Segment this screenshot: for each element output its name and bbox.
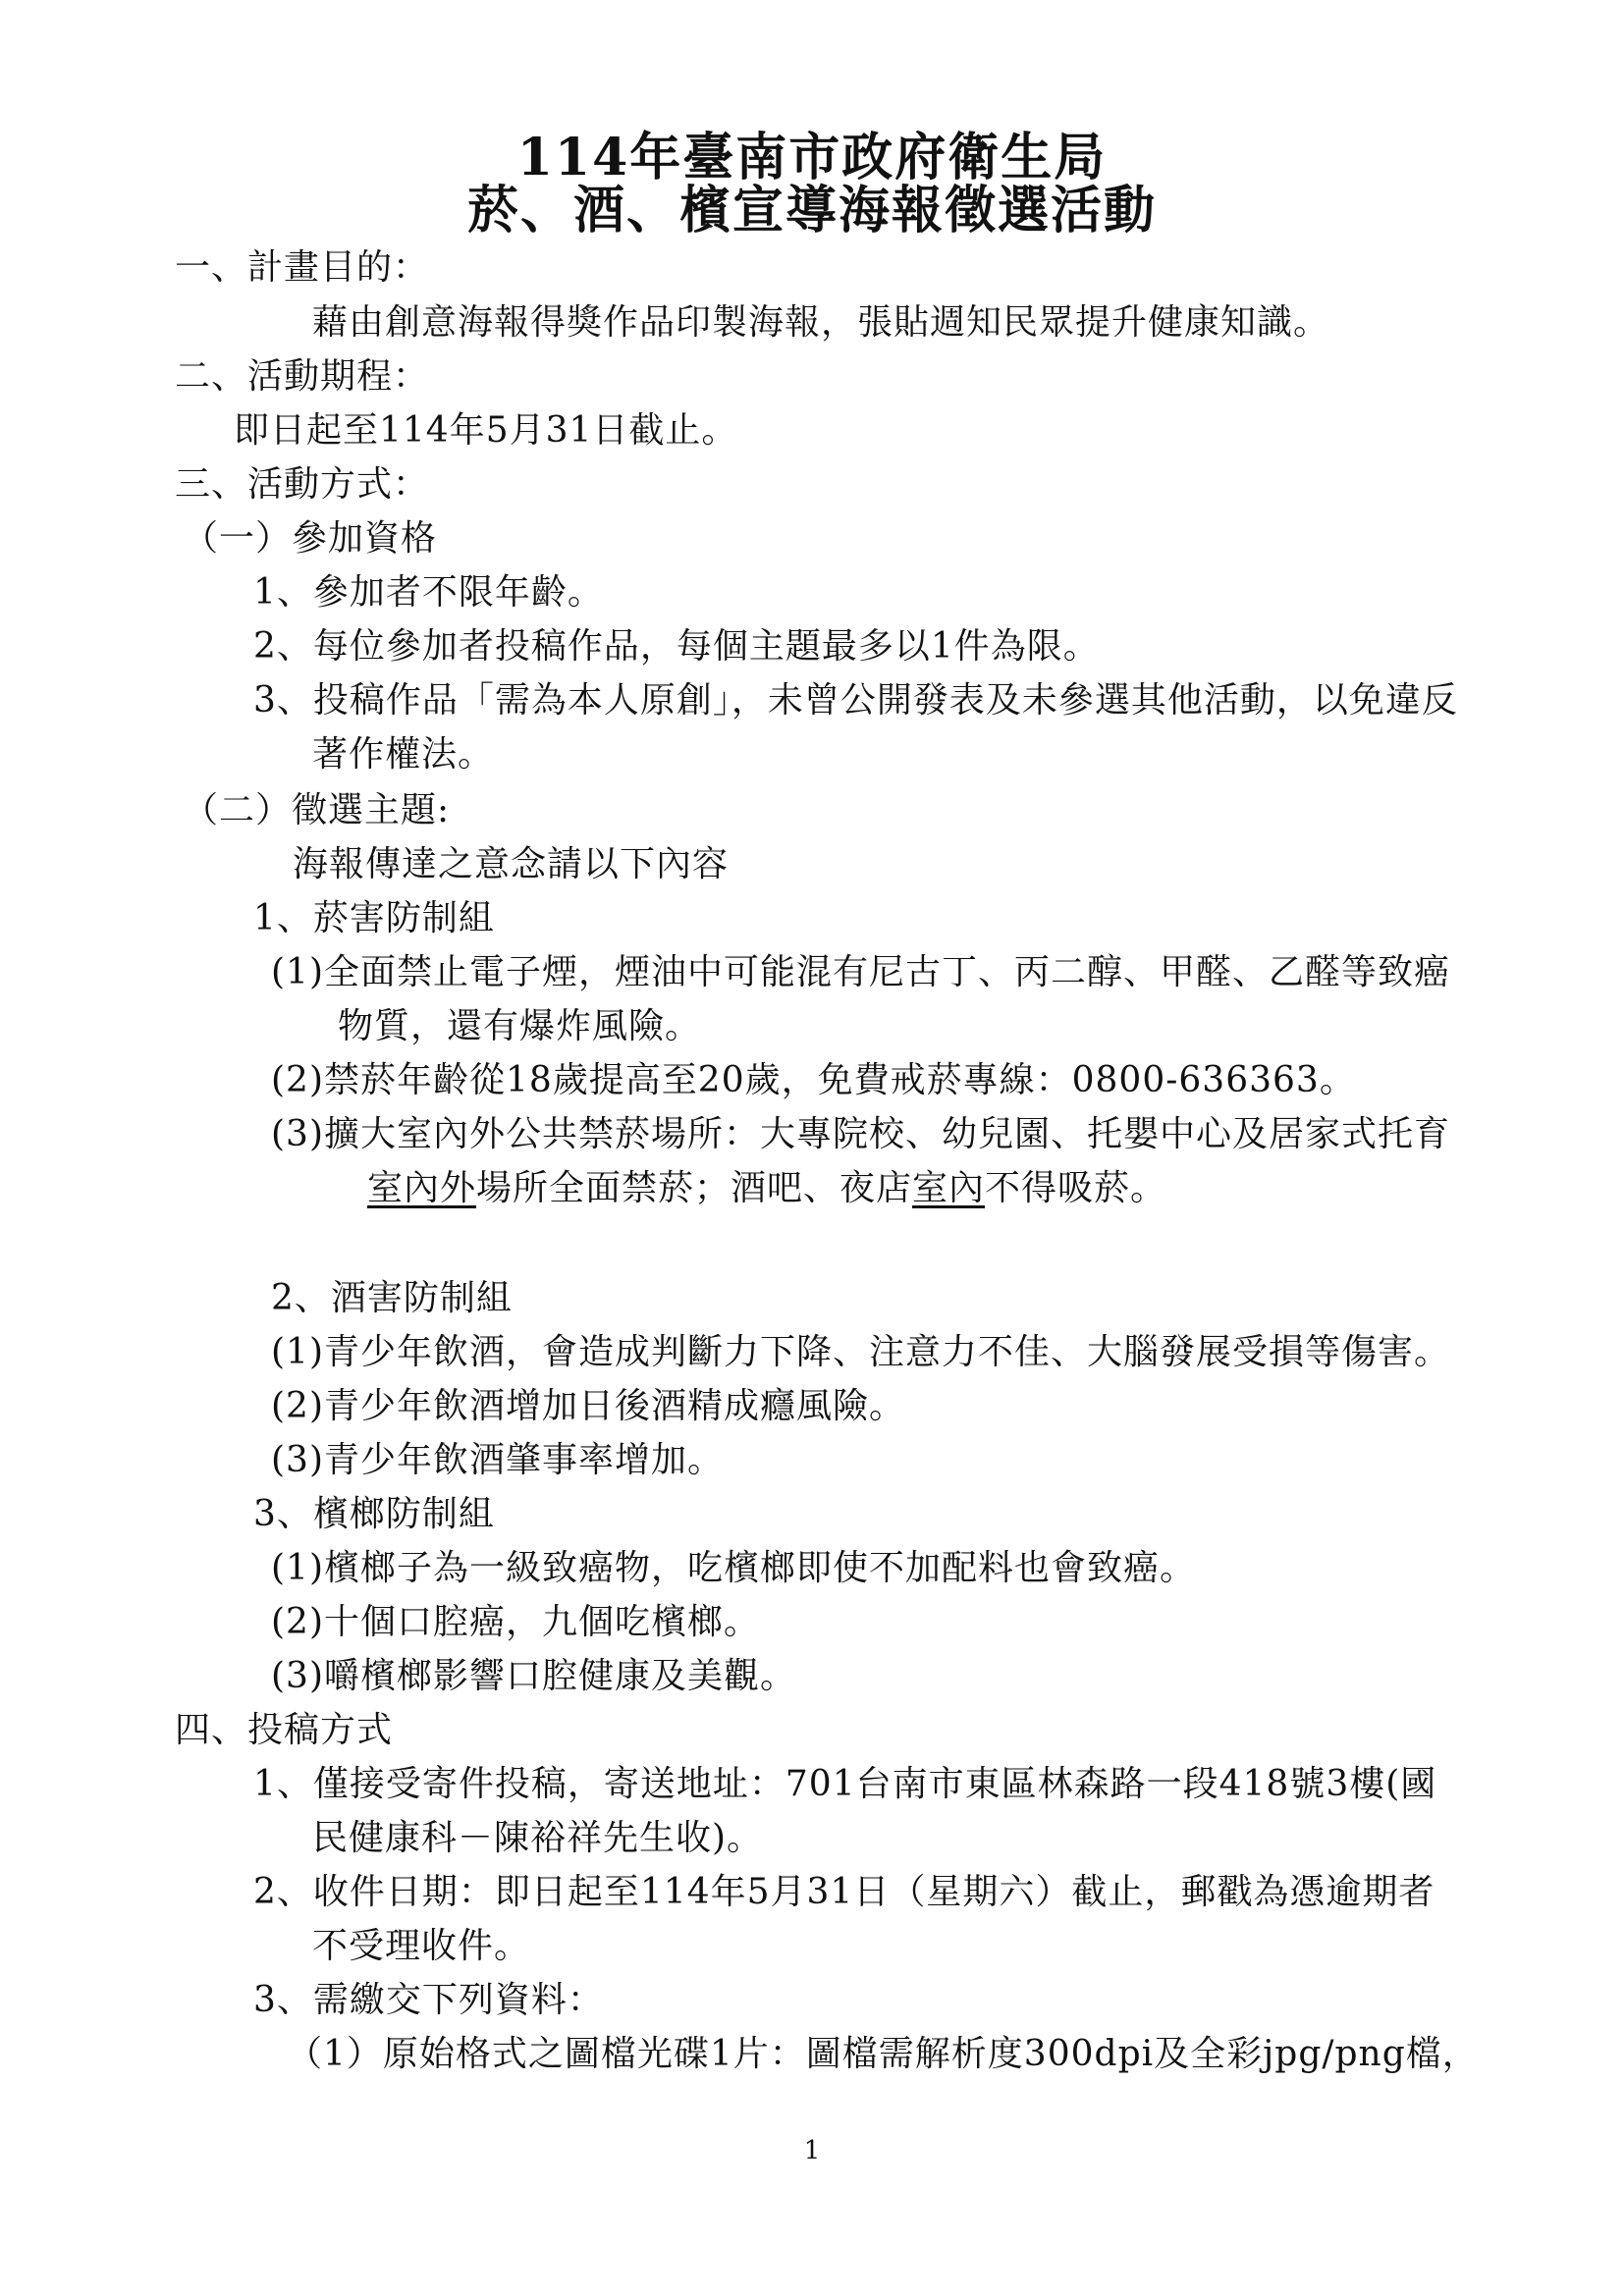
submission-item-continued: 民健康科－陳裕祥先生收)。	[312, 1818, 764, 1858]
section2-heading: 二、活動期程：	[175, 356, 430, 397]
eligibility-item: 1、參加者不限年齡。	[253, 572, 604, 613]
eligibility-heading: （一）參加資格	[183, 518, 438, 559]
page-number: 1	[803, 2136, 821, 2165]
submission-item-continued: 不受理收件。	[312, 1926, 531, 1966]
submission-item: 3、需繳交下列資料：	[253, 1980, 604, 2020]
tobacco-point-continued	[367, 1160, 1166, 1210]
underlined-text: 室內	[912, 1168, 986, 1208]
tobacco-point-continued: 物質，還有爆炸風險。	[338, 1006, 702, 1046]
section4-heading: 四、投稿方式	[175, 1710, 394, 1750]
submission-item: 1、僅接受寄件投稿，寄送地址：701台南市東區林森路一段418號3樓(國	[253, 1764, 1437, 1804]
themes-intro: 海報傳達之意念請以下內容	[293, 844, 730, 884]
eligibility-item-continued: 著作權法。	[312, 734, 495, 774]
section1-heading: 一、計畫目的：	[175, 247, 430, 288]
section1-body: 藉由創意海報得獎作品印製海報，張貼週知民眾提升健康知識。	[312, 302, 1330, 343]
document-title-line2: 菸、酒、檳宣導海報徵選活動	[466, 181, 1157, 240]
section2-body: 即日起至114年5月31日截止。	[234, 410, 738, 451]
tobacco-point: (3)擴大室內外公共禁菸場所：大專院校、幼兒園、托嬰中心及居家式托育	[271, 1114, 1450, 1154]
alcohol-point: (1)青少年飲酒，會造成判斷力下降、注意力不佳、大腦發展受損等傷害。	[271, 1332, 1450, 1372]
tobacco-point: (2)禁菸年齡從18歲提高至20歲，免費戒菸專線：0800-636363。	[271, 1060, 1356, 1100]
submission-subitem: （1）原始格式之圖檔光碟1片：圖檔需解析度300dpi及全彩jpg/png檔，	[287, 2034, 1479, 2074]
themes-heading: （二）徵選主題:	[183, 790, 451, 830]
betel-group-heading: 3、檳榔防制組	[253, 1494, 495, 1534]
betel-point: (2)十個口腔癌，九個吃檳榔。	[271, 1602, 760, 1642]
eligibility-item: 2、每位參加者投稿作品，每個主題最多以1件為限。	[253, 626, 1100, 667]
eligibility-item: 3、投稿作品「需為本人原創」，未曾公開發表及未參選其他活動，以免違反	[253, 680, 1458, 721]
alcohol-group-heading: 2、酒害防制組	[271, 1278, 513, 1318]
tobacco-point: (1)全面禁止電子煙，煙油中可能混有尼古丁、丙二醇、甲醛、乙醛等致癌	[271, 952, 1450, 992]
betel-point: (3)嚼檳榔影響口腔健康及美觀。	[271, 1656, 796, 1696]
betel-point: (1)檳榔子為一級致癌物，吃檳榔即使不加配料也會致癌。	[271, 1548, 1196, 1588]
underlined-text: 室內外	[367, 1168, 477, 1208]
alcohol-point: (3)青少年飲酒肇事率增加。	[271, 1440, 724, 1480]
document-title-line1: 114年臺南市政府衛生局	[516, 128, 1108, 187]
tobacco-group-heading: 1、菸害防制組	[253, 898, 495, 938]
submission-item: 2、收件日期：即日起至114年5月31日（星期六）截止，郵戳為憑逾期者	[253, 1872, 1435, 1912]
alcohol-point: (2)青少年飲酒增加日後酒精成癮風險。	[271, 1386, 905, 1426]
plain-text: 場所全面禁菸；酒吧、夜店	[476, 1168, 913, 1208]
plain-text: 不得吸菸。	[985, 1168, 1167, 1208]
section3-heading: 三、活動方式：	[175, 464, 430, 505]
